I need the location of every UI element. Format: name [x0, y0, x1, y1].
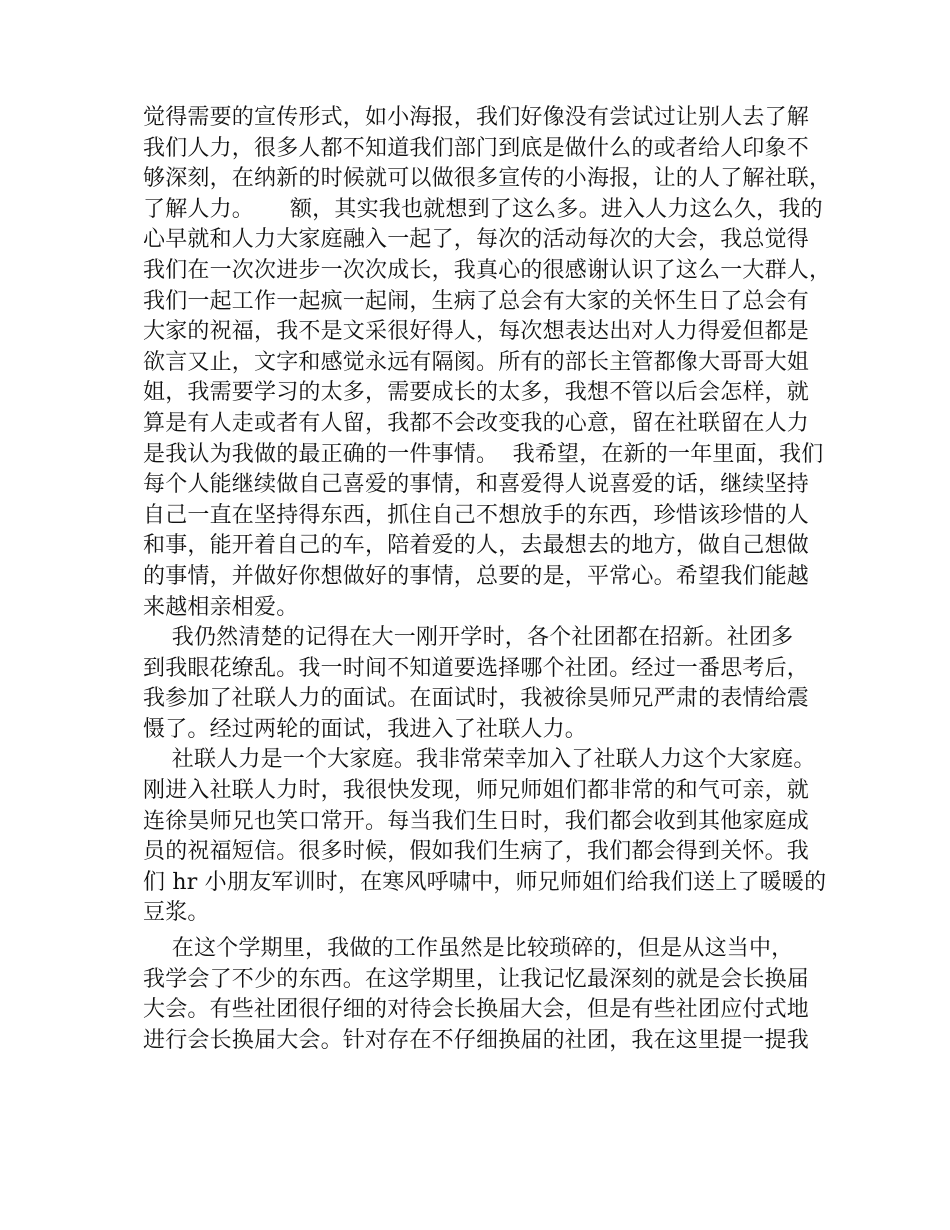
- paragraph-4: [143, 934, 823, 1056]
- text-line: 心早就和人力大家庭融入一起了，每次的活动每次的大会，我总觉得: [143, 227, 810, 253]
- paragraph-2: [143, 623, 823, 745]
- text-line: 我参加了社联人力的面试。在面试时，我被徐昊师兄严肃的表情给震: [143, 686, 810, 712]
- text-line: 够深刻，在纳新的时候就可以做很多宣传的小海报，让的人了解社联，: [143, 166, 832, 192]
- paragraph-1: [143, 103, 832, 623]
- text-line: 来越相亲相爱。: [143, 594, 299, 620]
- text-line: 我们在一次次进步一次次成长，我真心的很感谢认识了这么一大群人，: [143, 257, 832, 283]
- text-line: 连徐昊师兄也笑口常开。每当我们生日时，我们都会收到其他家庭成: [143, 808, 810, 834]
- text-line: 和事，能开着自己的车，陪着爱的人，去最想去的地方，做自己想做: [143, 533, 810, 559]
- text-line: 我们一起工作一起疯一起闹，生病了总会有大家的关怀生日了总会有: [143, 288, 810, 314]
- text-line: 们 hr 小朋友军训时，在寒风呼啸中，师兄师姐们给我们送上了暖暖的: [143, 869, 827, 895]
- text-line: 大会。有些社团很仔细的对待会长换届大会，但是有些社团应付式地: [143, 997, 810, 1023]
- text-line: 进行会长换届大会。针对存在不仔细换届的社团，我在这里提一提我: [143, 1027, 810, 1053]
- text-line: 我们人力，很多人都不知道我们部门到底是做什么的或者给人印象不: [143, 135, 810, 161]
- text-line: 员的祝福短信。很多时候，假如我们生病了，我们都会得到关怀。我: [143, 839, 810, 865]
- text-line: 我学会了不少的东西。在这学期里，让我记忆最深刻的就是会长换届: [143, 966, 810, 992]
- text-line: 慑了。经过两轮的面试，我进入了社联人力。: [143, 716, 588, 742]
- text-line: 豆浆。: [143, 900, 210, 926]
- text-line: 欲言又止，文字和感觉永远有隔阂。所有的部长主管都像大哥哥大姐: [143, 349, 810, 375]
- text-line: 刚进入社联人力时，我很快发现，师兄师姐们都非常的和气可亲，就: [143, 778, 810, 804]
- text-line: 姐，我需要学习的太多，需要成长的太多，我想不管以后会怎样，就: [143, 380, 810, 406]
- text-line: 大家的祝福，我不是文采很好得人，每次想表达出对人力得爱但都是: [143, 319, 810, 345]
- text-line: 的事情，并做好你想做好的事情，总要的是，平常心。希望我们能越: [143, 563, 810, 589]
- text-line: 在这个学期里，我做的工作虽然是比较琐碎的，但是从这当中，: [143, 936, 794, 962]
- text-line: 每个人能继续做自己喜爱的事情，和喜爱得人说喜爱的话，继续坚持: [143, 472, 810, 498]
- paragraph-3: [143, 745, 827, 929]
- text-line: 觉得需要的宣传形式，如小海报，我们好像没有尝试过让别人去了解: [143, 105, 810, 130]
- text-line: 了解人力。 额，其实我也就想到了这么多。进入人力这么久，我的: [143, 196, 823, 222]
- text-line: 是我认为我做的最正确的一件事情。 我希望，在新的一年里面，我们: [143, 441, 824, 467]
- text-line: 我仍然清楚的记得在大一刚开学时，各个社团都在招新。社团多: [143, 625, 794, 651]
- document-body: [143, 103, 832, 1056]
- text-line: 算是有人走或者有人留，我都不会改变我的心意，留在社联留在人力: [143, 410, 810, 436]
- text-line: 自己一直在坚持得东西，抓住自己不想放手的东西，珍惜该珍惜的人: [143, 502, 810, 528]
- text-line: 社联人力是一个大家庭。我非常荣幸加入了社联人力这个大家庭。: [143, 747, 816, 773]
- text-line: 到我眼花缭乱。我一时间不知道要选择哪个社团。经过一番思考后，: [143, 655, 810, 681]
